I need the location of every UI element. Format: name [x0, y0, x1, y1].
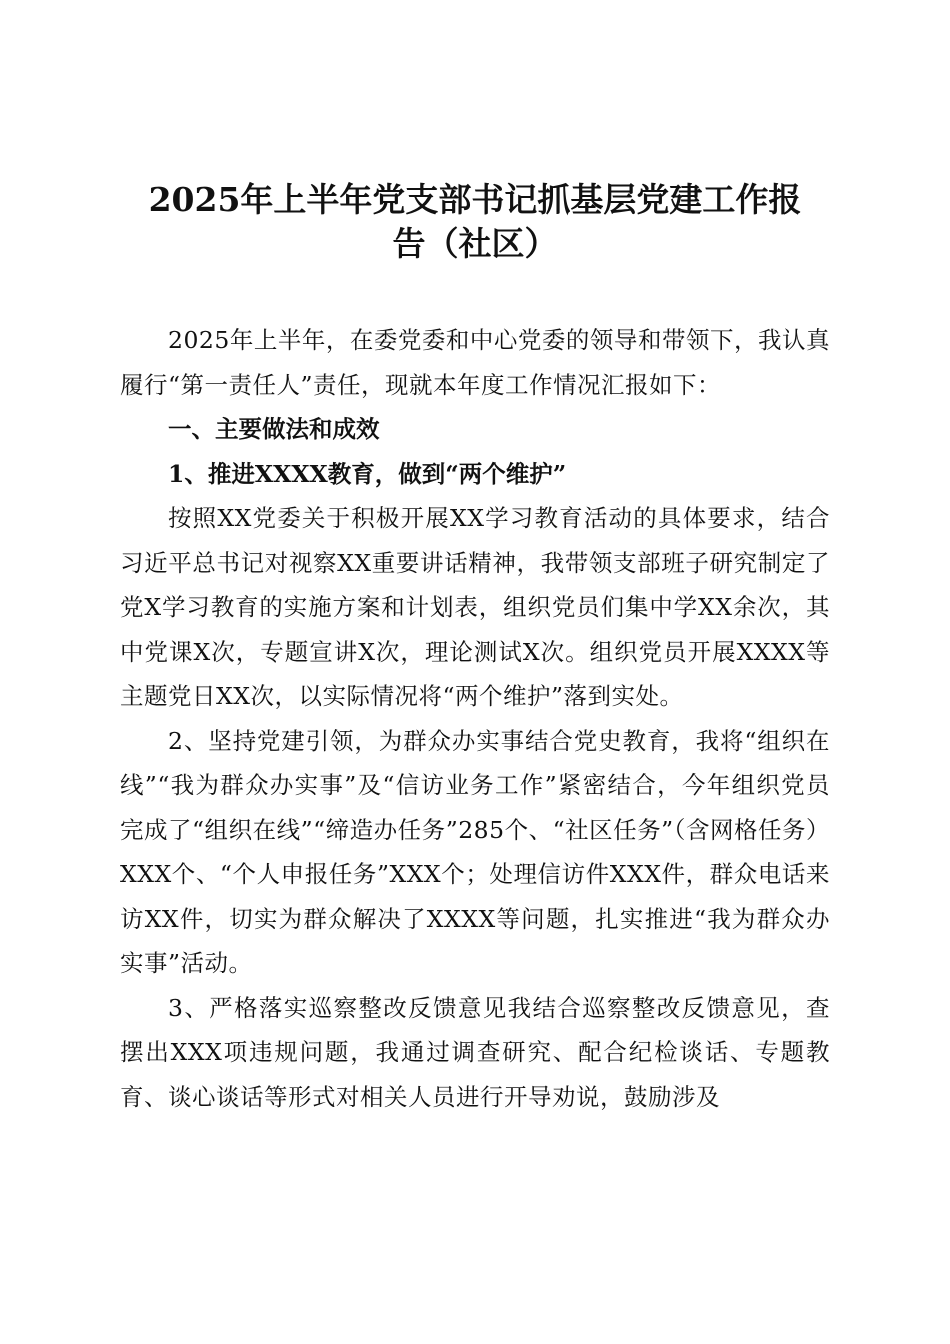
item-3-paragraph: 3、严格落实巡察整改反馈意见我结合巡察整改反馈意见，查摆出XXX项违规问题，我通过调查研究、配合纪检谈话、专题教育、谈心谈话等形式对相关人员进行开导劝说，鼓励涉及 [120, 993, 830, 1111]
section-1-heading: 一、主要做法和成效 [168, 415, 380, 443]
title-line-1: 2025年上半年党支部书记抓基层党建工作报 [148, 180, 802, 219]
intro-paragraph: 2025年上半年，在委党委和中心党委的领导和带领下，我认真履行“第一责任人”责任，现就本年度工作情况汇报如下： [120, 326, 830, 399]
item-1-paragraph: 按照XX党委关于积极开展XX学习教育活动的具体要求，结合习近平总书记对视察XX重要讲话精神，我带领支部班子研究制定了党X学习教育的实施方案和计划表，组织党员们集中学XX余次，其中党课X次，专题宣讲X次，理论测试X次。组织党员开展XXXX等主题党日XX次，以实际情况将“两个维护”落到实处。 [120, 504, 830, 710]
item-2-paragraph: 2、坚持党建引领，为群众办实事结合党史教育，我将“组织在线”“我为群众办实事”及“信访业务工作”紧密结合，今年组织党员完成了“组织在线”“缔造办任务”285个、“社区任务”（含网格任务）XXX个、“个人申报任务”XXX个；处理信访件XXX件，群众电话来访XX件，切实为群众解决了XXXX等问题，扎实推进“我为群众办实事”活动。 [120, 726, 830, 977]
title-line-2: 告（社区） [392, 224, 558, 263]
document-body [120, 318, 830, 1119]
document-title [120, 178, 830, 266]
item-1-heading: 1、推进XXXX教育，做到“两个维护” [168, 459, 567, 488]
